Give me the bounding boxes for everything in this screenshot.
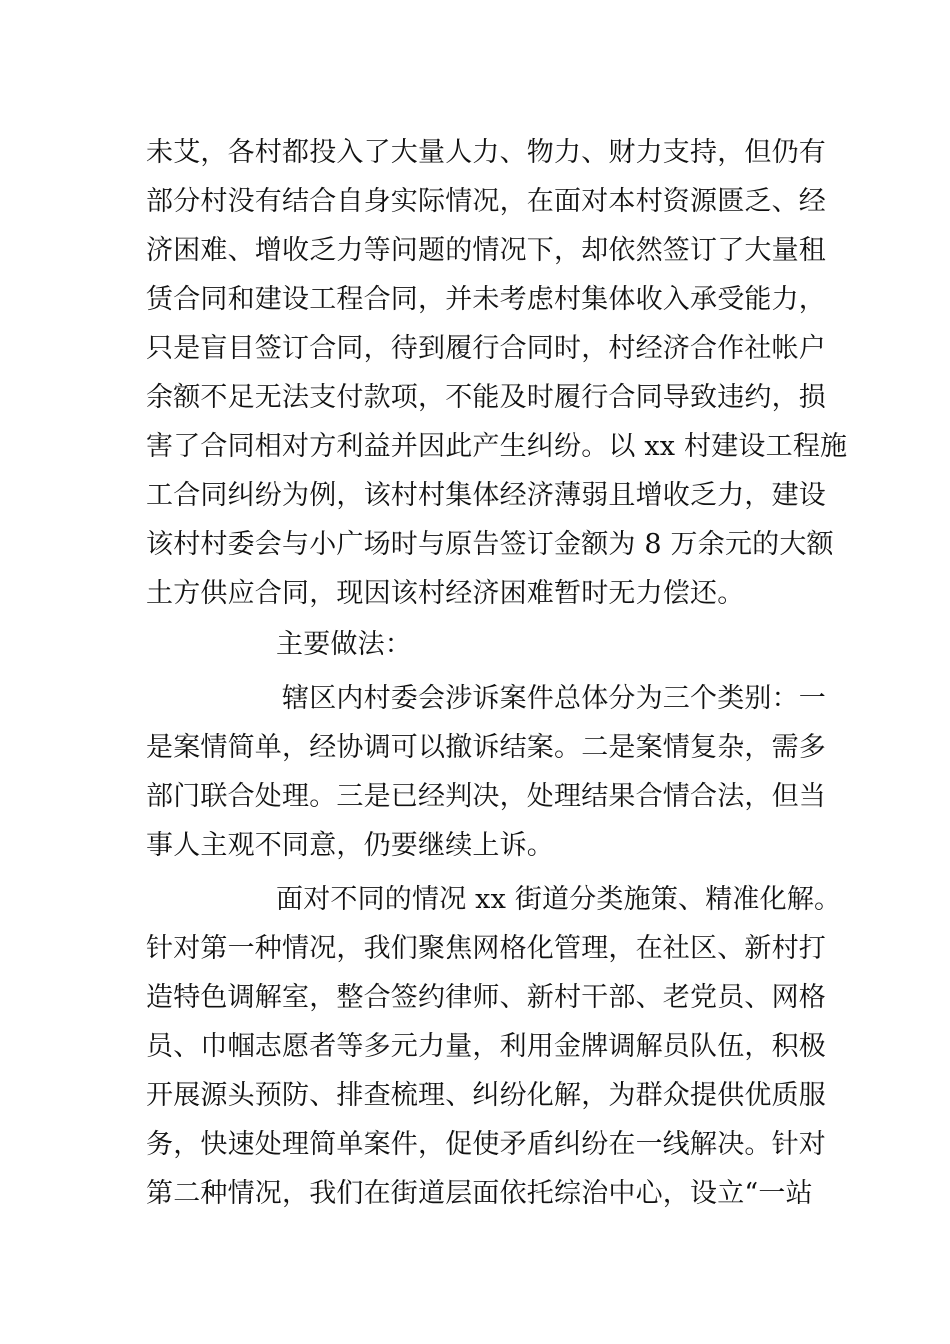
paragraph-line: 造特色调解室，整合签约律师、新村干部、老党员、网格 (146, 982, 826, 1013)
paragraph-line: 济困难、增收乏力等问题的情况下，却依然签订了大量租 (146, 235, 826, 266)
paragraph-line: 部分村没有结合自身实际情况，在面对本村资源匮乏、经 (146, 186, 826, 217)
paragraph-line: 只是盲目签订合同，待到履行合同时，村经济合作社帐户 (146, 333, 826, 364)
paragraph-line: 土方供应合同，现因该村经济困难暂时无力偿还。 (146, 578, 745, 609)
paragraph-line: 第二种情况，我们在街道层面依托综治中心，设立“一站 (146, 1178, 813, 1209)
paragraph-line: 辖区内村委会涉诉案件总体分为三个类别：一 (282, 683, 826, 714)
paragraph-line: 部门联合处理。三是已经判决，处理结果合情合法，但当 (146, 781, 826, 812)
section-heading: 主要做法： (276, 629, 412, 660)
paragraph-line: 面对不同的情况 xx 街道分类施策、精准化解。 (276, 884, 842, 915)
paragraph-line: 害了合同相对方利益并因此产生纠纷。以 xx 村建设工程施 (146, 431, 848, 462)
paragraph-line: 员、巾帼志愿者等多元力量，利用金牌调解员队伍，积极 (146, 1031, 826, 1062)
paragraph-line: 务，快速处理简单案件，促使矛盾纠纷在一线解决。针对 (146, 1129, 826, 1160)
paragraph-line: 该村村委会与小广场时与原告签订金额为 8 万余元的大额 (146, 529, 834, 560)
paragraph-line: 未艾，各村都投入了大量人力、物力、财力支持，但仍有 (146, 137, 826, 168)
paragraph-line: 工合同纠纷为例，该村村集体经济薄弱且增收乏力，建设 (146, 480, 826, 511)
paragraph-line: 余额不足无法支付款项，不能及时履行合同导致违约，损 (146, 382, 826, 413)
paragraph-line: 是案情简单，经协调可以撤诉结案。二是案情复杂，需多 (146, 732, 826, 763)
paragraph-line: 事人主观不同意，仍要继续上诉。 (146, 830, 554, 861)
paragraph-line: 针对第一种情况，我们聚焦网格化管理，在社区、新村打 (146, 933, 826, 964)
paragraph-line: 开展源头预防、排查梳理、纠纷化解，为群众提供优质服 (146, 1080, 826, 1111)
paragraph-line: 赁合同和建设工程合同，并未考虑村集体收入承受能力， (146, 284, 826, 315)
